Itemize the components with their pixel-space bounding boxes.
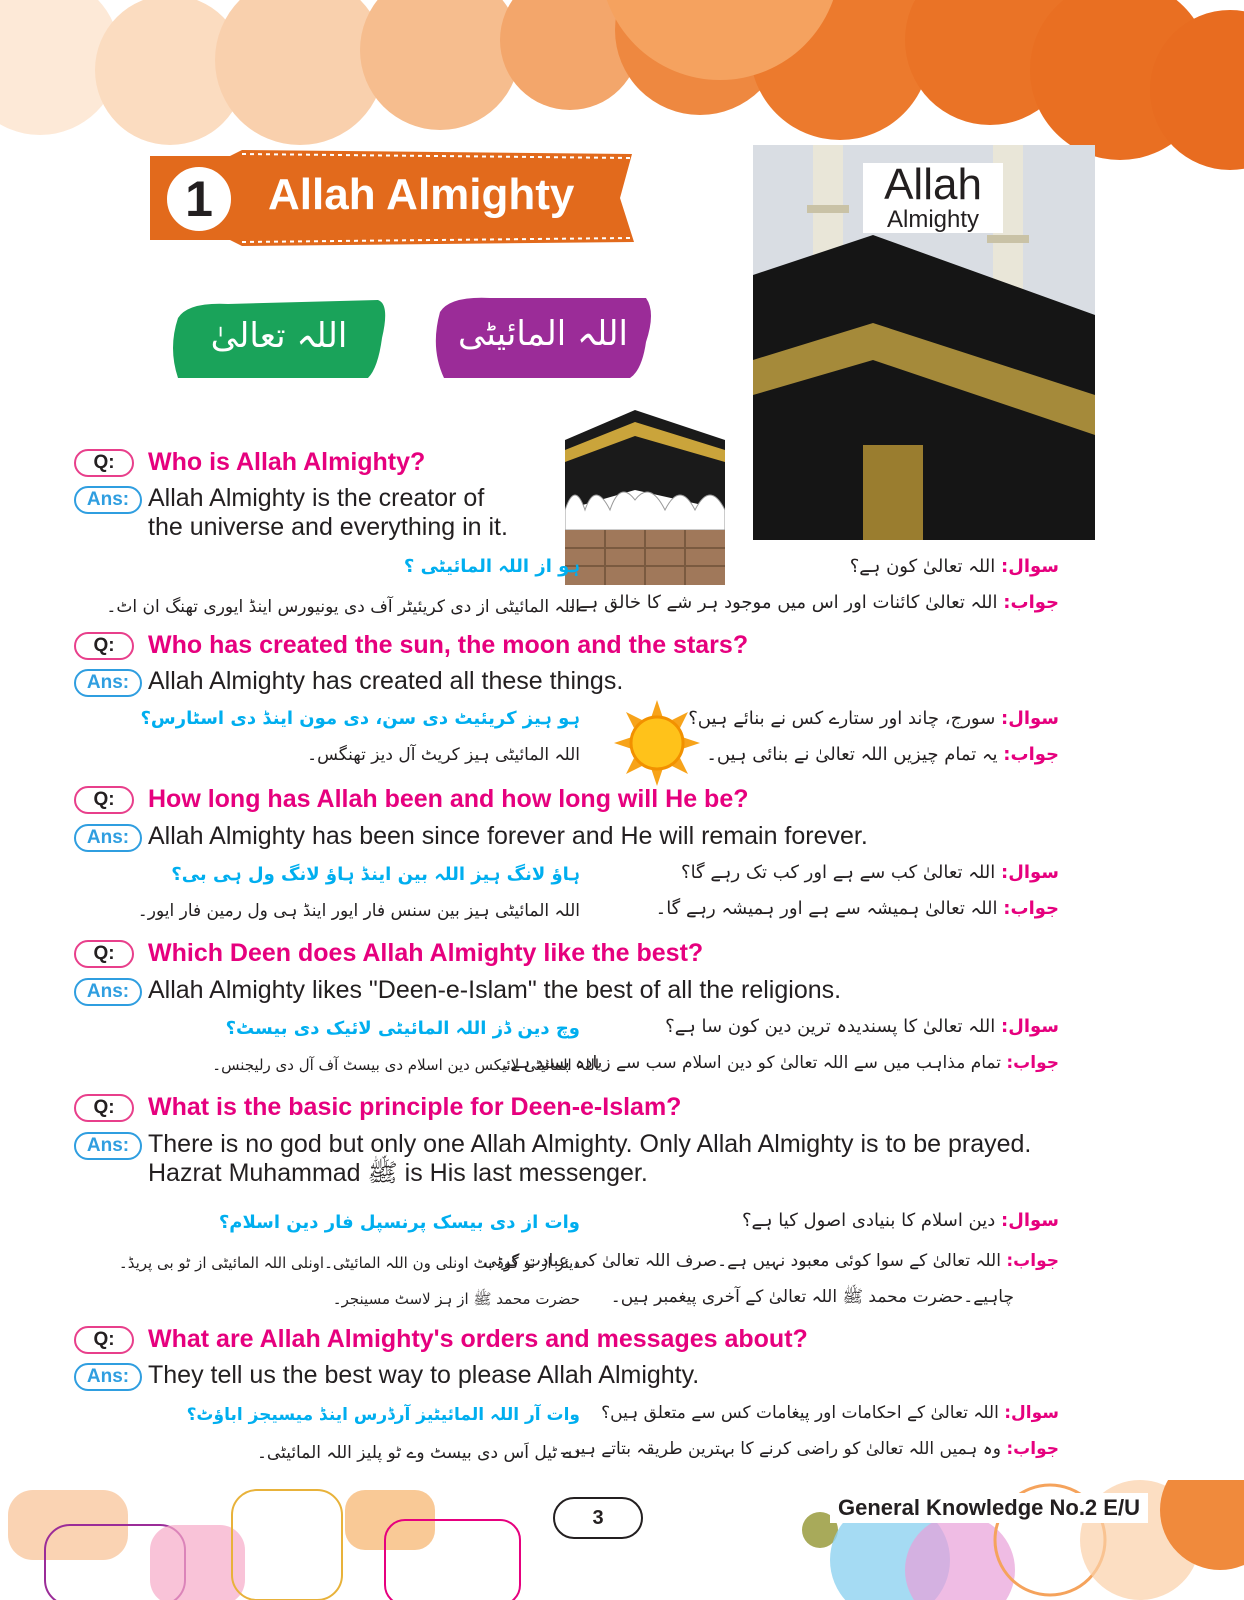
urdu-q-label: سوال:	[1001, 1210, 1059, 1231]
translit-question-5: وات از دی بیسک پرنسپل فار دین اسلام؟	[218, 1212, 580, 1233]
sun-illustration	[614, 700, 700, 786]
question-5: What is the basic principle for Deen-e-Islam?	[148, 1093, 682, 1121]
ans-badge: Ans:	[74, 669, 142, 697]
kaaba-illustration	[565, 410, 725, 590]
q-badge: Q:	[74, 1326, 134, 1354]
urdu-q2-text: سورج، چاند اور ستارے کس نے بنائے ہیں؟	[688, 708, 996, 729]
urdu-q3-text: اللہ تعالیٰ کب سے ہے اور کب تک رہے گا؟	[681, 862, 996, 883]
q-badge: Q:	[74, 940, 134, 968]
urdu-question-2	[688, 708, 1059, 729]
urdu-a-label: جواب:	[1006, 1439, 1059, 1459]
q-badge: Q:	[74, 449, 134, 477]
urdu-a2-text: یہ تمام چیزیں اللہ تعالیٰ نے بنائی ہیں۔	[706, 744, 998, 765]
urdu-question-6	[601, 1402, 1059, 1423]
lesson-title: Allah Almighty	[268, 170, 575, 219]
urdu-tag-green	[168, 298, 390, 380]
urdu-a4-text: تمام مذاہب میں سے اللہ تعالیٰ کو دین اسلام سب سے زیادہ پسند ہے۔	[500, 1053, 1001, 1073]
urdu-answer-3	[656, 898, 1059, 919]
answer-6: They tell us the best way to please Allah Almighty.	[148, 1361, 700, 1389]
q-badge: Q:	[74, 786, 134, 814]
translit-answer-5-line1: دیئر از نو گوڈ بٹ اونلی ون اللہ المائیٹی۔اونلی اللہ المائیٹی از ٹو بی پریڈ۔	[118, 1254, 580, 1272]
translit-question-1: ہو از اللہ المائیٹی ؟	[403, 556, 580, 577]
page-number: 3	[553, 1497, 643, 1539]
translit-question-3: ہاؤ لانگ ہیز اللہ بین اینڈ ہاؤ لانگ ول ہی بی؟	[171, 864, 580, 885]
translit-question-2: ہو ہیز کریئیٹ دی سن، دی مون اینڈ دی اسٹارس؟	[140, 708, 580, 729]
translit-answer-3: اللہ المائیٹی ہیز بین سنس فار ایور اینڈ ہی ول رمین فار ایور۔	[137, 901, 580, 921]
translit-answer-5-line2: حضرت محمد ﷺ از ہز لاسٹ مسینجر۔	[332, 1290, 580, 1308]
urdu-question-1	[850, 556, 1059, 577]
book-title: General Knowledge No.2 E/U	[830, 1493, 1148, 1523]
lesson-banner	[150, 150, 640, 246]
question-4: Which Deen does Allah Almighty like the best?	[148, 939, 704, 967]
photo-title-line1: Allah	[884, 160, 982, 209]
kaaba-photo	[753, 145, 1095, 540]
urdu-tag-green-text: اللہ تعالیٰ	[210, 316, 348, 356]
urdu-answer-1	[567, 592, 1059, 613]
answer-2: Allah Almighty has created all these things.	[148, 667, 624, 695]
question-3: How long has Allah been and how long will He be?	[148, 785, 749, 813]
answer-4: Allah Almighty likes "Deen-e-Islam" the best of all the religions.	[148, 976, 842, 1004]
urdu-answer-2	[706, 744, 1059, 765]
urdu-a3-text: اللہ تعالیٰ ہمیشہ سے ہے اور ہمیشہ رہے گا۔	[655, 898, 998, 919]
urdu-a1-text: اللہ تعالیٰ کائنات اور اس میں موجود ہر شے کا خالق ہے۔	[566, 592, 998, 613]
answer-1	[148, 484, 508, 542]
question-2: Who has created the sun, the moon and the stars?	[148, 631, 749, 659]
q-badge: Q:	[74, 632, 134, 660]
urdu-q-label: سوال:	[1001, 556, 1059, 577]
ans-badge: Ans:	[74, 486, 142, 514]
answer-5-line2: Hazrat Muhammad ﷺ is His last messenger.	[148, 1159, 648, 1187]
q-badge: Q:	[74, 1094, 134, 1122]
urdu-q-label: سوال:	[1001, 862, 1059, 883]
translit-answer-6: دے ٹیل اَس دی بیسٹ وے ٹو پلیز اللہ المائیٹی۔	[256, 1443, 580, 1463]
urdu-q6-text: اللہ تعالیٰ کے احکامات اور پیغامات کس سے متعلق ہیں؟	[601, 1403, 999, 1423]
urdu-a5-line1: اللہ تعالیٰ کے سوا کوئی معبود نہیں ہے۔صرف اللہ تعالیٰ کی عبادت کرنی	[483, 1251, 1001, 1271]
urdu-question-4	[665, 1016, 1059, 1037]
photo-title-box	[863, 160, 1003, 233]
translit-answer-4: اللہ المائیٹی لائیکس دین اسلام دی بیسٹ آف آل دی رلیجنس۔	[212, 1056, 599, 1074]
urdu-tag-purple-text: اللہ المائیٹی	[458, 314, 628, 354]
urdu-answer-6	[558, 1438, 1059, 1459]
urdu-a-label: جواب:	[1003, 744, 1059, 765]
translit-question-6: وات آر اللہ المائیٹیز آرڈرس اینڈ میسیجز اباؤٹ؟	[186, 1405, 580, 1425]
translit-question-4: وچ دین ڈز اللہ المائیٹی لائیک دی بیسٹ؟	[225, 1018, 580, 1039]
urdu-answer-5-line2: چاہیے۔حضرت محمد ﷺ اللہ تعالیٰ کے آخری پیغمبر ہیں۔	[610, 1287, 1014, 1307]
ans-badge: Ans:	[74, 978, 142, 1006]
ans-badge: Ans:	[74, 1363, 142, 1391]
translit-answer-1: اللہ المائیٹی از دی کریئیٹر آف دی یونیورس اینڈ ایوری تھنگ ان اٹ۔	[106, 597, 580, 617]
answer-5	[148, 1130, 1031, 1188]
urdu-a6-text: وہ ہمیں اللہ تعالیٰ کو راضی کرنے کا بہترین طریقہ بتاتے ہیں۔	[557, 1439, 1001, 1459]
question-6: What are Allah Almighty's orders and messages about?	[148, 1325, 808, 1353]
photo-title-line2: Almighty	[886, 206, 980, 233]
urdu-a-label: جواب:	[1006, 1251, 1059, 1271]
ans-badge: Ans:	[74, 824, 142, 852]
lesson-number: 1	[162, 162, 236, 236]
urdu-q-label: سوال:	[1004, 1403, 1059, 1423]
urdu-q1-text: اللہ تعالیٰ کون ہے؟	[849, 556, 996, 577]
urdu-q-label: سوال:	[1001, 1016, 1059, 1037]
translit-answer-2: اللہ المائیٹی ہیز کریٹ آل دیز تھنگس۔	[307, 745, 580, 765]
answer-1-line2: the universe and everything in it.	[148, 513, 508, 541]
urdu-q5-text: دین اسلام کا بنیادی اصول کیا ہے؟	[741, 1210, 996, 1231]
urdu-a-label: جواب:	[1003, 592, 1059, 613]
answer-1-line1: Allah Almighty is the creator of	[148, 484, 485, 512]
answer-3: Allah Almighty has been since forever and He will remain forever.	[148, 822, 868, 850]
urdu-question-3	[681, 862, 1059, 883]
urdu-a-label: جواب:	[1006, 1053, 1059, 1073]
ans-badge: Ans:	[74, 1132, 142, 1160]
urdu-a-label: جواب:	[1003, 898, 1059, 919]
urdu-q4-text: اللہ تعالیٰ کا پسندیدہ ترین دین کون سا ہے؟	[665, 1016, 996, 1037]
urdu-tag-purple	[430, 292, 656, 380]
urdu-question-5	[742, 1210, 1059, 1231]
answer-5-line1: There is no god but only one Allah Almighty. Only Allah Almighty is to be prayed.	[148, 1130, 1032, 1158]
question-1: Who is Allah Almighty?	[148, 448, 426, 476]
urdu-q-label: سوال:	[1001, 708, 1059, 729]
